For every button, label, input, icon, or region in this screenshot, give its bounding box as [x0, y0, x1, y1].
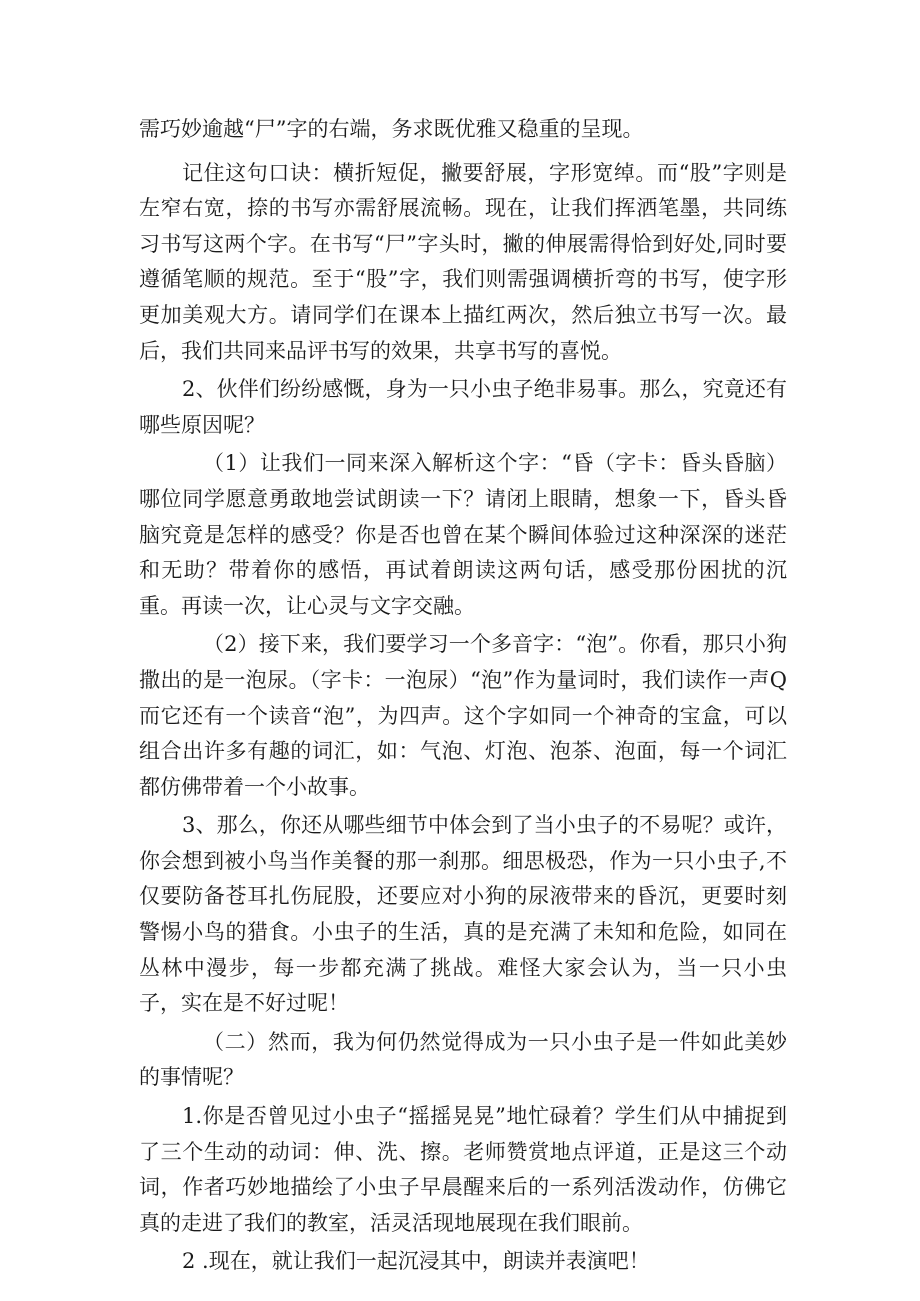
paragraph-continuation: 需巧妙逾越“尸”字的右端，务求既优雅又稳重的呈现。	[139, 117, 644, 141]
paragraph-point-2: 2 .现在，就让我们一起沉浸其中，朗读并表演吧！	[182, 1249, 650, 1274]
paragraph-section-3: 3、那么，你还从哪些细节中体会到了当小虫子的不易呢？或许，你会想到被小鸟当作美餐的那一刹那。细思极恐，作为一只小虫子,不仅要防备苍耳扎伤屁股，还要应对小狗的尿液带来的昏沉，更要时刻警惕小鸟的猎食。小虫子的生活，真的是充满了未知和危险，如同在丛林中漫步，每一步都充满了挑战。难怪大家会认为，当一只小虫子，实在是不好过呢！	[139, 813, 787, 1016]
paragraph-item-2: （2）接下来，我们要学习一个多音字：“泡”。你看，那只小狗撒出的是一泡尿。（字卡：一泡尿）“泡”作为量词时，我们读作一声Q而它还有一个读音“泡”，为四声。这个字如同一个神奇的宝盒，可以组合出许多有趣的词汇，如：气泡、灯泡、泡茶、泡面，每一个词汇都仿佛带着一个小故事。	[139, 632, 787, 799]
paragraph-item-1: （1）让我们一同来深入解析这个字：“昏（字卡：昏头昏脑）哪位同学愿意勇敢地尝试朗读一下？请闭上眼睛，想象一下，昏头昏脑究竟是怎样的感受？你是否也曾在某个瞬间体验过这种深深的迷茫和无助？带着你的感悟，再试着朗读这两句话，感受那份困扰的沉重。再读一次，让心灵与文字交融。	[139, 451, 787, 618]
paragraph-part-two: （二）然而，我为何仍然觉得成为一只小虫子是一件如此美妙的事情呢？	[139, 1029, 787, 1090]
document-body	[139, 112, 787, 1283]
paragraph-section-2: 2、伙伴们纷纷感慨，身为一只小虫子绝非易事。那么，究竟还有哪些原因呢？	[139, 377, 787, 437]
paragraph-point-1: 1.你是否曾见过小虫子“摇摇晃晃”地忙碌着？学生们从中捕捉到了三个生动的动词：伸、洗、擦。老师赞赏地点评道，正是这三个动词，作者巧妙地描绘了小虫子早晨醒来后的一系列活泼动作，仿佛它真的走进了我们的教室，活灵活现地展现在我们眼前。	[139, 1104, 787, 1235]
paragraph-mnemonic: 记住这句口诀：横折短促，撇要舒展，字形宽绰。而“股”字则是左窄右宽，捺的书写亦需舒展流畅。现在，让我们挥洒笔墨，共同练习书写这两个字。在书写“尸”字头时，撇的伸展需得恰到好处,同时要遵循笔顺的规范。至于“股”字，我们则需强调横折弯的书写，使字形更加美观大方。请同学们在课本上描红两次，然后独立书写一次。最后，我们共同来品评书写的效果，共享书写的喜悦。	[139, 160, 787, 363]
